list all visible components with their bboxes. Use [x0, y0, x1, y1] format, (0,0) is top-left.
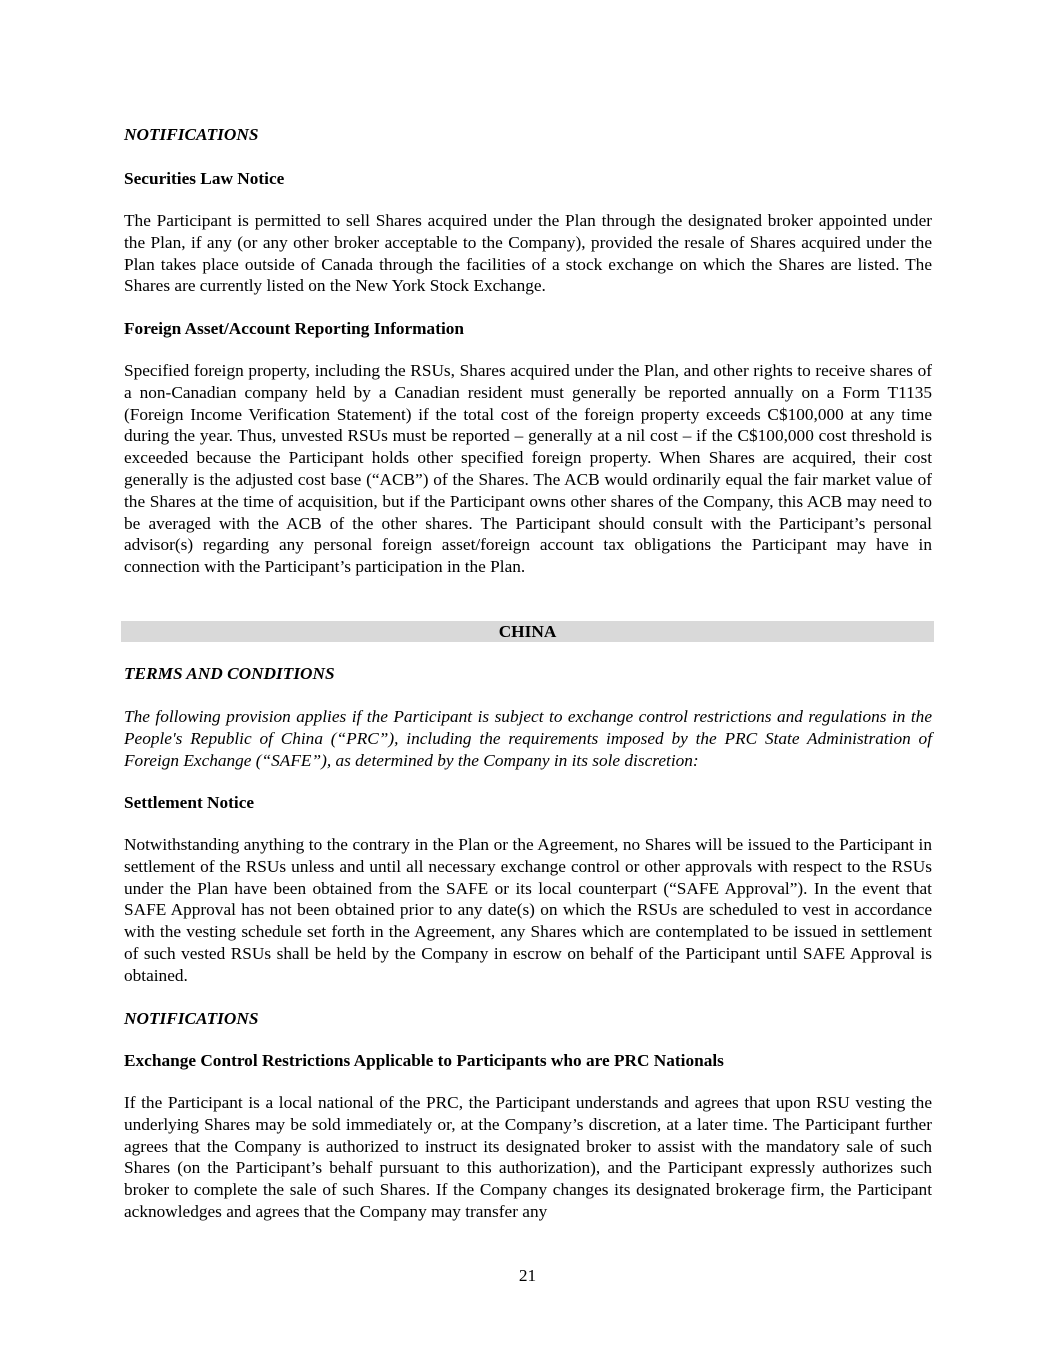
- china-notifications-heading: NOTIFICATIONS: [124, 1009, 259, 1028]
- exchange-control-paragraph: If the Participant is a local national of the PRC, the Participant understands and agrees that upon RSU vesting the underlying Shares may be sold immediately or, at the Company’s discretion, at a later time. The Participant further agrees that the Company is authorized to instruct its designated broker to assist with the mandatory sale of such Shares (on the Participant’s behalf pursuant to this authorization), and the Participant expressly authorizes such broker to complete the sale of such Shares. If the Company changes its designated brokerage firm, the Participant acknowledges and agrees that the Company may transfer any: [124, 1093, 932, 1221]
- china-intro-paragraph: The following provision applies if the Participant is subject to exchange control restrictions and regulations in the People's Republic of China (“PRC”), including the requirements imposed by the PRC State Administration of Foreign Exchange (“SAFE”), as determined by the Company in its sole discretion:: [124, 707, 932, 770]
- notifications-heading: NOTIFICATIONS: [124, 125, 259, 144]
- exchange-control-heading: Exchange Control Restrictions Applicable to Participants who are PRC Nationals: [124, 1051, 724, 1070]
- foreign-asset-heading: Foreign Asset/Account Reporting Information: [124, 319, 465, 338]
- settlement-paragraph: Notwithstanding anything to the contrary in the Plan or the Agreement, no Shares will be issued to the Participant in settlement of the RSUs unless and until all necessary exchange control or other approvals with respect to the RSUs under the Plan have been obtained from the SAFE or its local counterpart (“SAFE Approval”). In the event that SAFE Approval has not been obtained prior to any date(s) on which the RSUs are scheduled to vest in accordance with the vesting schedule set forth in the Agreement, any Shares which are contemplated to be issued in settlement of such vested RSUs shall be held by the Company in escrow on behalf of the Participant until SAFE Approval is obtained.: [124, 835, 932, 985]
- settlement-heading: Settlement Notice: [124, 793, 255, 812]
- terms-heading: TERMS AND CONDITIONS: [124, 664, 335, 683]
- securities-law-paragraph: The Participant is permitted to sell Shares acquired under the Plan through the designated broker appointed under the Plan, if any (or any other broker acceptable to the Company), provided the resale of Shares acquired under the Plan takes place outside of Canada through the facilities of a stock exchange on which the Shares are listed. The Shares are currently listed on the New York Stock Exchange.: [124, 211, 932, 296]
- securities-law-heading: Securities Law Notice: [124, 169, 285, 188]
- page-number: 21: [518, 1266, 537, 1285]
- foreign-asset-paragraph: Specified foreign property, including the RSUs, Shares acquired under the Plan, and other rights to receive shares of a non-Canadian company held by a Canadian resident must generally be reported annually on a Form T1135 (Foreign Income Verification Statement) if the total cost of the foreign property exceeds C$100,000 at any time during the year. Thus, unvested RSUs must be reported – generally at a nil cost – if the C$100,000 cost threshold is exceeded because the Participant holds other specified foreign property. When Shares are acquired, their cost generally is the adjusted cost base (“ACB”) of the Shares. The ACB would ordinarily equal the fair market value of the Shares at the time of acquisition, but if the Participant owns other shares of the Company, this ACB may need to be averaged with the ACB of the other shares. The Participant should consult with the Participant’s personal advisor(s) regarding any personal foreign asset/foreign account tax obligations the Participant may have in connection with the Participant’s participation in the Plan.: [124, 361, 932, 577]
- country-band-china: CHINA: [121, 621, 934, 642]
